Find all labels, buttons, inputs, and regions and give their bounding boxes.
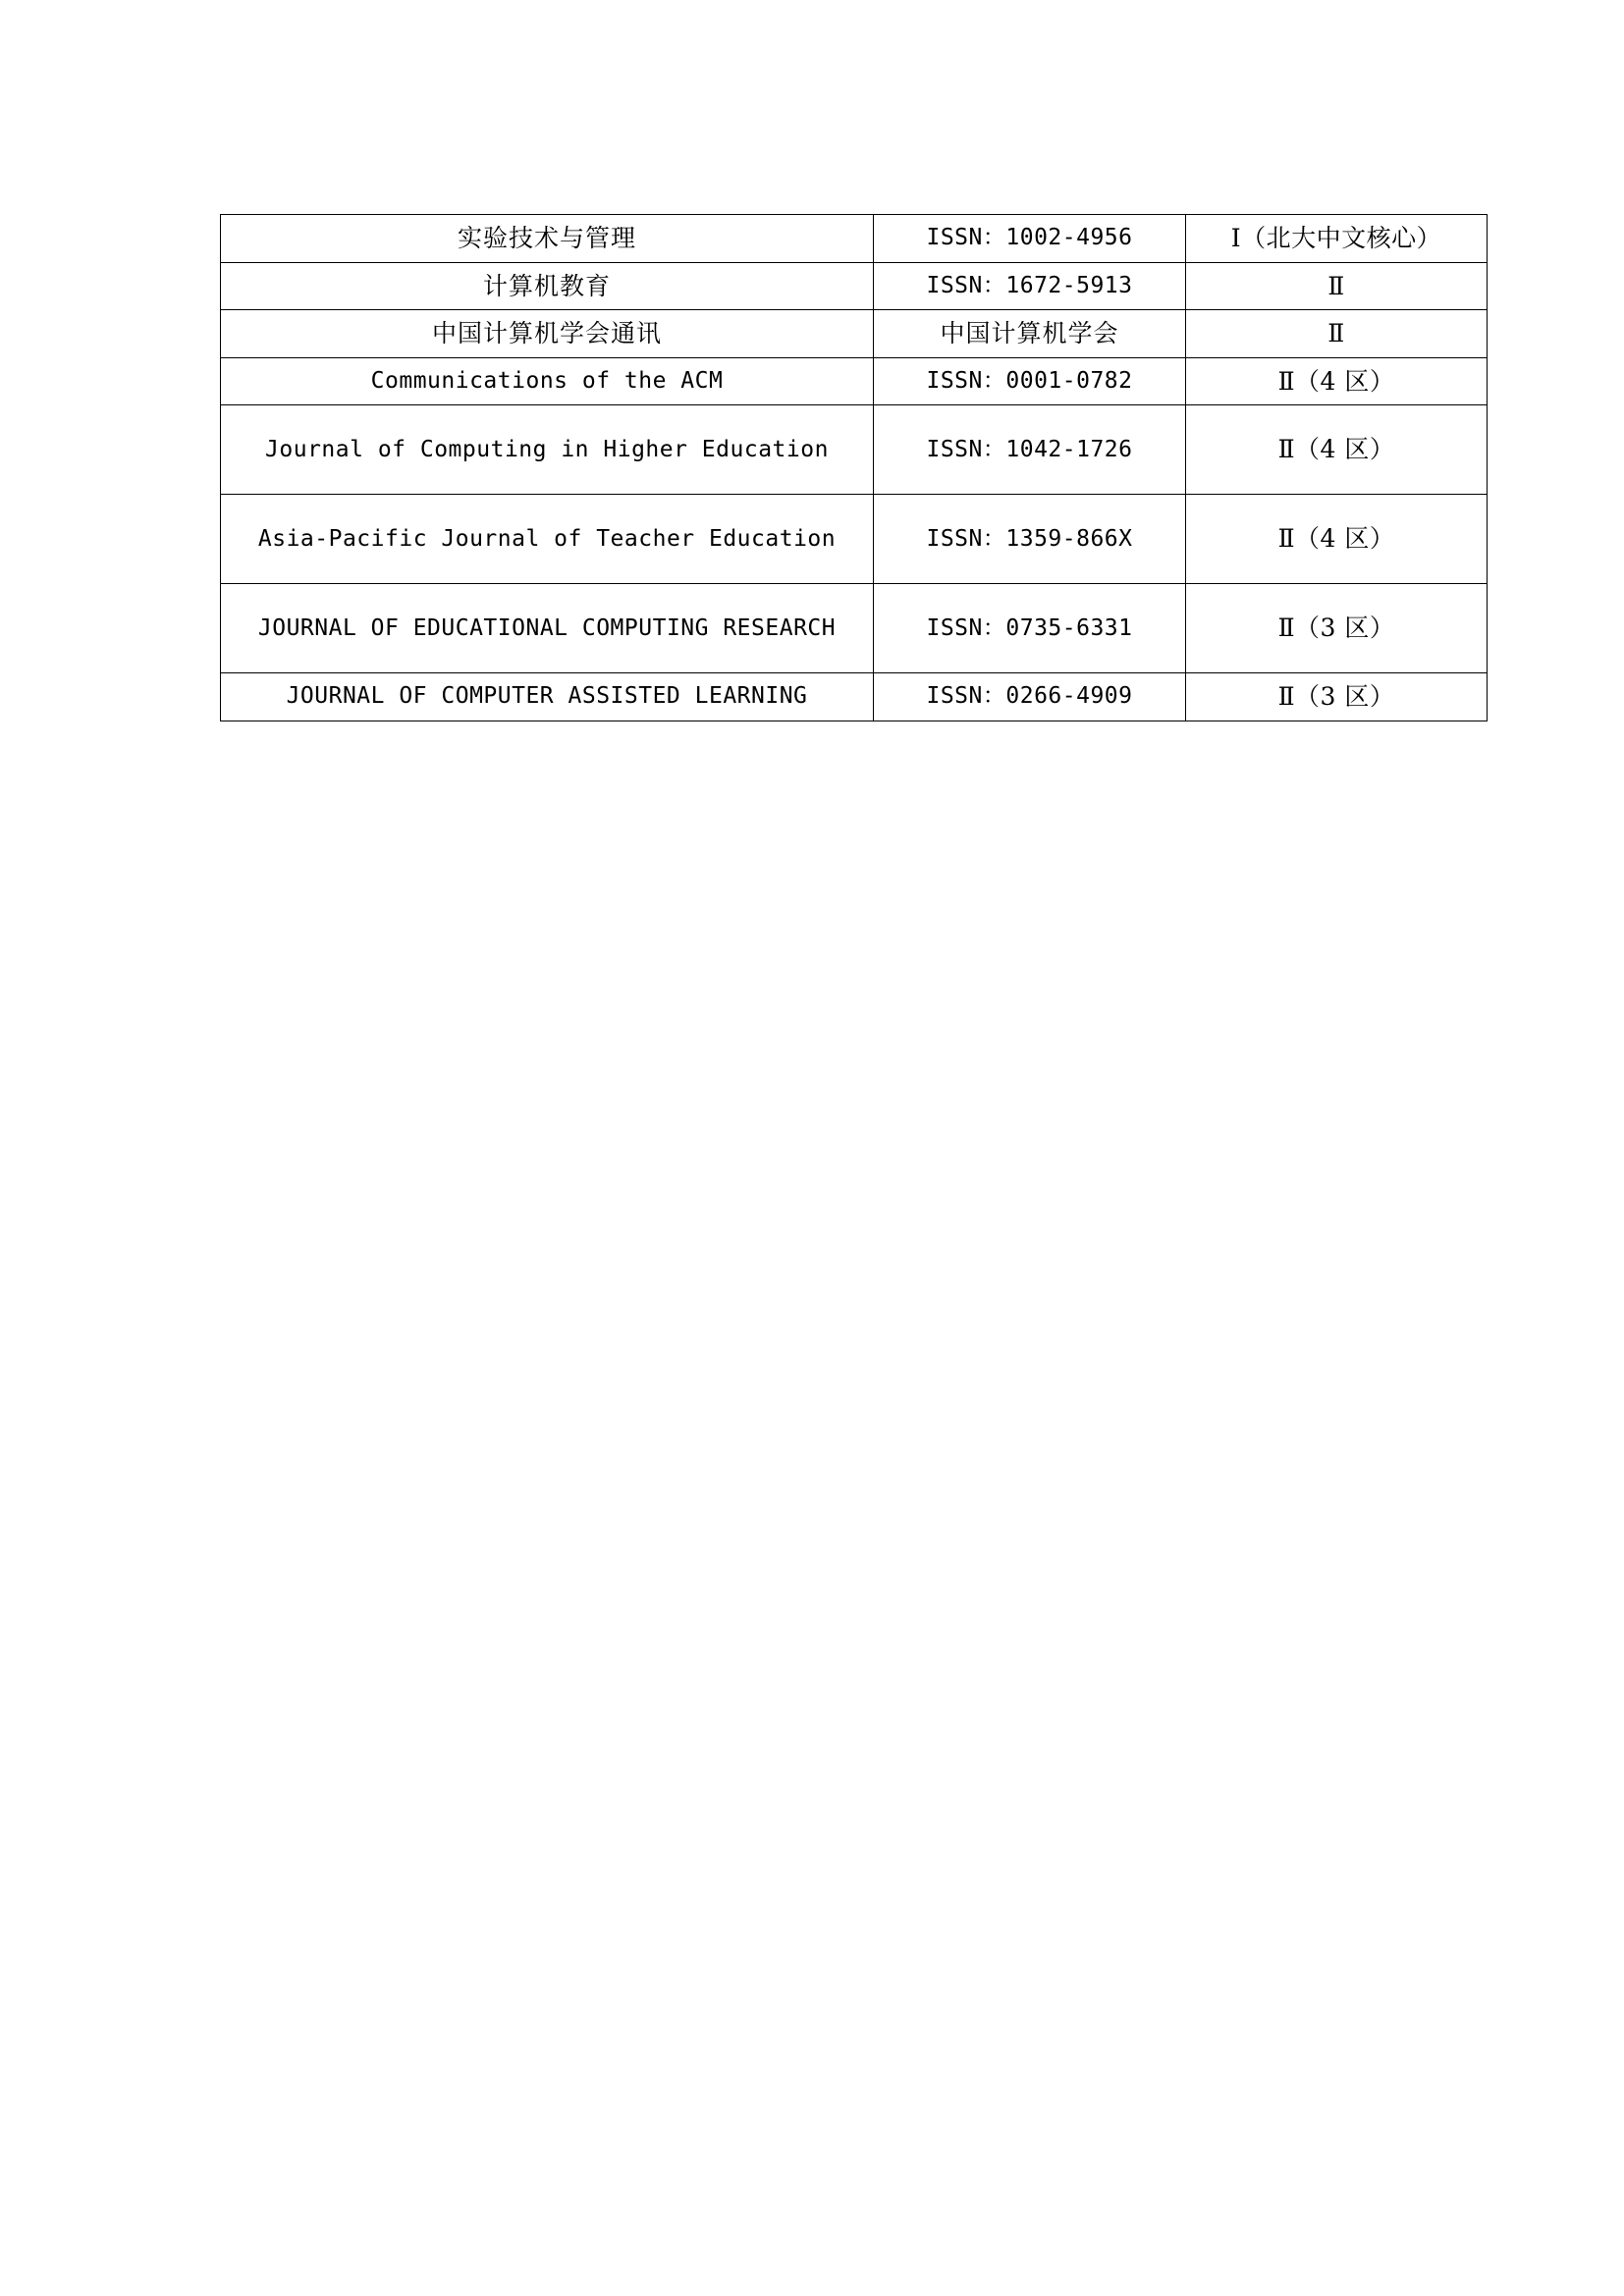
journal-issn: ISSN：1672-5913 xyxy=(874,262,1186,310)
journal-name: JOURNAL OF EDUCATIONAL COMPUTING RESEARCH xyxy=(221,584,874,673)
journal-name: JOURNAL OF COMPUTER ASSISTED LEARNING xyxy=(221,673,874,721)
journal-issn: ISSN：1042-1726 xyxy=(874,405,1186,495)
table-row xyxy=(221,495,1488,584)
table-body xyxy=(221,215,1488,721)
journal-name: Communications of the ACM xyxy=(221,357,874,405)
journal-name: 实验技术与管理 xyxy=(221,215,874,263)
table-row xyxy=(221,262,1488,310)
journal-issn: ISSN：1002-4956 xyxy=(874,215,1186,263)
table-row xyxy=(221,310,1488,358)
journal-grade: Ⅱ（3 区） xyxy=(1186,584,1488,673)
journal-list-table xyxy=(220,214,1488,721)
journal-name: Asia-Pacific Journal of Teacher Education xyxy=(221,495,874,584)
journal-grade: Ⅰ（北大中文核心） xyxy=(1186,215,1488,263)
journal-grade: Ⅱ（4 区） xyxy=(1186,357,1488,405)
journal-issn: 中国计算机学会 xyxy=(874,310,1186,358)
journal-issn: ISSN：0266-4909 xyxy=(874,673,1186,721)
journal-grade: Ⅱ（4 区） xyxy=(1186,405,1488,495)
journal-grade: Ⅱ xyxy=(1186,262,1488,310)
table-row xyxy=(221,584,1488,673)
journal-name: 计算机教育 xyxy=(221,262,874,310)
journal-issn: ISSN：0001-0782 xyxy=(874,357,1186,405)
table-row xyxy=(221,215,1488,263)
table-row xyxy=(221,673,1488,721)
journal-name: Journal of Computing in Higher Education xyxy=(221,405,874,495)
journal-grade: Ⅱ xyxy=(1186,310,1488,358)
journal-name: 中国计算机学会通讯 xyxy=(221,310,874,358)
journal-issn: ISSN：1359-866X xyxy=(874,495,1186,584)
table-row xyxy=(221,405,1488,495)
journal-grade: Ⅱ（4 区） xyxy=(1186,495,1488,584)
table-row xyxy=(221,357,1488,405)
journal-grade: Ⅱ（3 区） xyxy=(1186,673,1488,721)
journal-issn: ISSN：0735-6331 xyxy=(874,584,1186,673)
